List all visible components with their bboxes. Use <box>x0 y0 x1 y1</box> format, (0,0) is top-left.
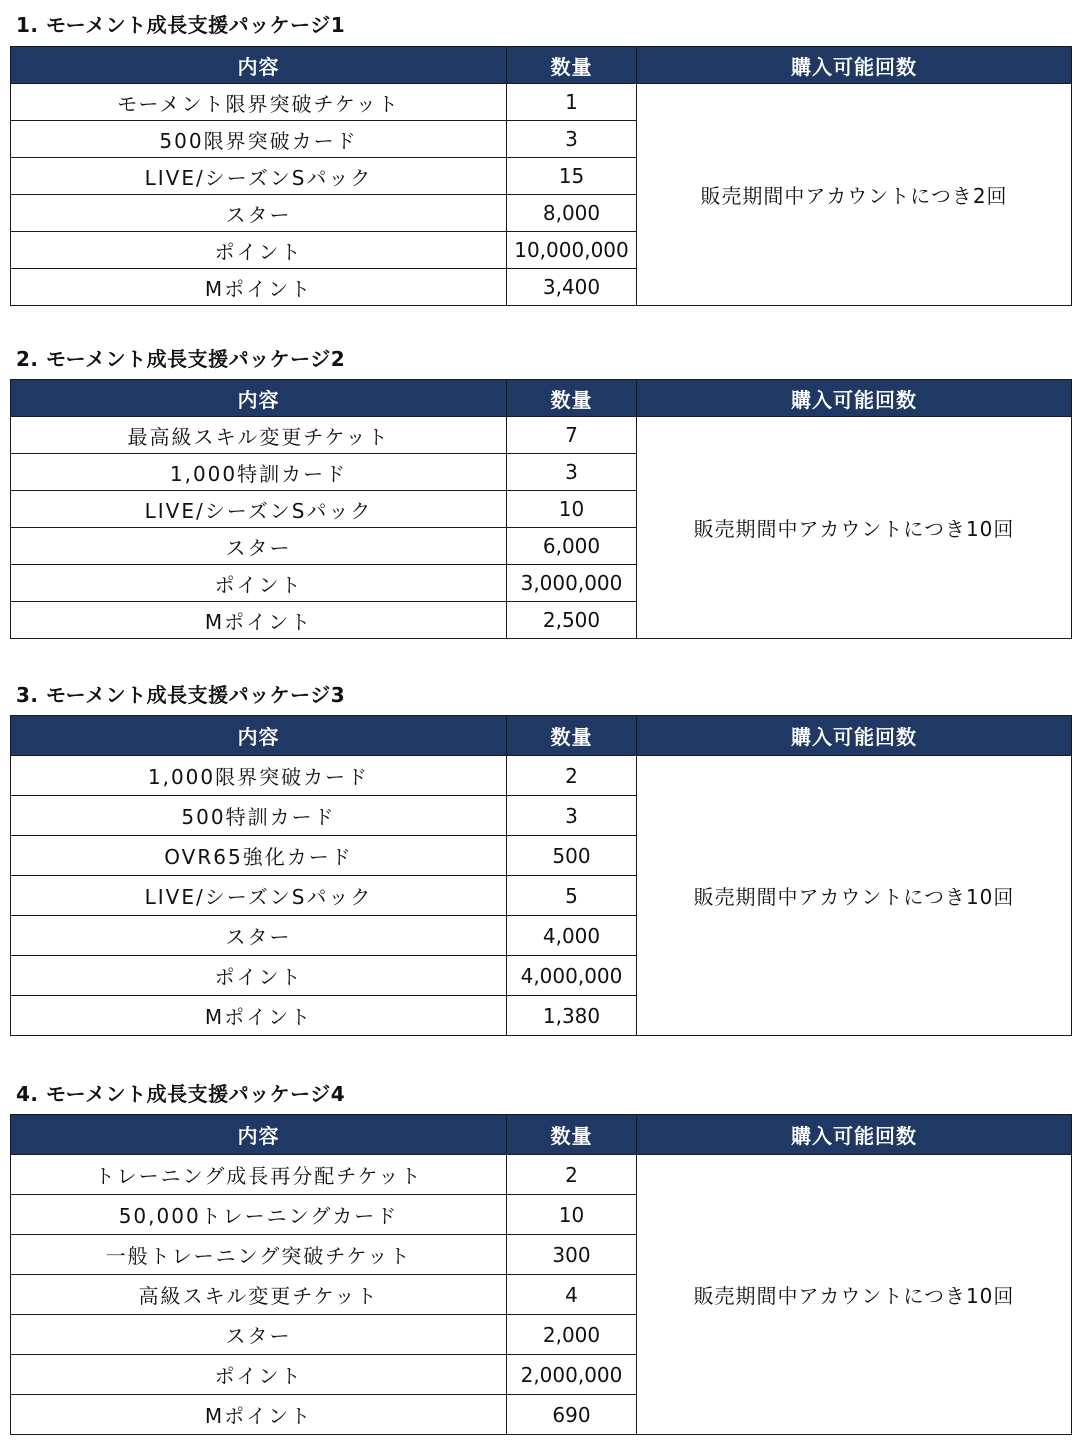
item-name: Mポイント <box>11 602 507 639</box>
item-name: Mポイント <box>11 996 507 1036</box>
package-title: 2. モーメント成長支援パッケージ2 <box>16 347 346 371</box>
item-quantity: 4,000 <box>507 916 637 956</box>
item-quantity: 3,000,000 <box>507 565 637 602</box>
item-quantity: 10,000,000 <box>507 232 637 269</box>
item-quantity: 300 <box>507 1235 637 1275</box>
item-name: ポイント <box>11 232 507 269</box>
item-name: モーメント限界突破チケット <box>11 84 507 121</box>
header-limit: 購入可能回数 <box>637 1115 1072 1155</box>
package-table <box>10 379 1072 639</box>
item-quantity: 2,000 <box>507 1315 637 1355</box>
item-quantity: 4 <box>507 1275 637 1315</box>
item-name: 1,000限界突破カード <box>11 756 507 796</box>
item-quantity: 2 <box>507 1155 637 1195</box>
purchase-limit: 販売期間中アカウントにつき10回 <box>637 417 1072 639</box>
header-row <box>11 1115 1072 1155</box>
item-quantity: 5 <box>507 876 637 916</box>
header-limit: 購入可能回数 <box>637 380 1072 417</box>
item-name: 500限界突破カード <box>11 121 507 158</box>
table-row <box>11 417 1072 454</box>
item-name: 500特訓カード <box>11 796 507 836</box>
item-quantity: 2 <box>507 756 637 796</box>
table-row <box>11 1155 1072 1195</box>
item-quantity: 690 <box>507 1395 637 1435</box>
header-row <box>11 716 1072 756</box>
item-name: スター <box>11 916 507 956</box>
item-quantity: 500 <box>507 836 637 876</box>
package-table <box>10 1114 1072 1435</box>
item-quantity: 3 <box>507 796 637 836</box>
item-name: 1,000特訓カード <box>11 454 507 491</box>
item-name: トレーニング成長再分配チケット <box>11 1155 507 1195</box>
purchase-limit: 販売期間中アカウントにつき10回 <box>637 1155 1072 1435</box>
item-quantity: 3,400 <box>507 269 637 306</box>
table-row <box>11 84 1072 121</box>
package-title: 1. モーメント成長支援パッケージ1 <box>16 13 346 37</box>
item-quantity: 3 <box>507 121 637 158</box>
item-name: 最高級スキル変更チケット <box>11 417 507 454</box>
item-name: 高級スキル変更チケット <box>11 1275 507 1315</box>
item-quantity: 1,380 <box>507 996 637 1036</box>
header-content: 内容 <box>11 1115 507 1155</box>
item-quantity: 3 <box>507 454 637 491</box>
item-name: スター <box>11 195 507 232</box>
item-quantity: 2,500 <box>507 602 637 639</box>
package-title: 3. モーメント成長支援パッケージ3 <box>16 683 346 707</box>
item-name: ポイント <box>11 956 507 996</box>
header-limit: 購入可能回数 <box>637 47 1072 84</box>
package-table <box>10 715 1072 1036</box>
item-name: スター <box>11 528 507 565</box>
item-quantity: 10 <box>507 1195 637 1235</box>
header-quantity: 数量 <box>507 1115 637 1155</box>
item-quantity: 7 <box>507 417 637 454</box>
package-table <box>10 46 1072 306</box>
header-quantity: 数量 <box>507 716 637 756</box>
header-content: 内容 <box>11 380 507 417</box>
item-name: Mポイント <box>11 269 507 306</box>
item-name: LIVE/シーズンSパック <box>11 158 507 195</box>
header-content: 内容 <box>11 716 507 756</box>
purchase-limit: 販売期間中アカウントにつき2回 <box>637 84 1072 306</box>
item-quantity: 2,000,000 <box>507 1355 637 1395</box>
header-content: 内容 <box>11 47 507 84</box>
header-quantity: 数量 <box>507 380 637 417</box>
item-name: OVR65強化カード <box>11 836 507 876</box>
item-name: 50,000トレーニングカード <box>11 1195 507 1235</box>
item-quantity: 10 <box>507 491 637 528</box>
item-name: LIVE/シーズンSパック <box>11 876 507 916</box>
item-quantity: 15 <box>507 158 637 195</box>
item-name: ポイント <box>11 565 507 602</box>
item-name: スター <box>11 1315 507 1355</box>
package-title: 4. モーメント成長支援パッケージ4 <box>16 1082 346 1106</box>
item-quantity: 6,000 <box>507 528 637 565</box>
header-limit: 購入可能回数 <box>637 716 1072 756</box>
item-quantity: 1 <box>507 84 637 121</box>
item-name: Mポイント <box>11 1395 507 1435</box>
item-name: 一般トレーニング突破チケット <box>11 1235 507 1275</box>
table-row <box>11 756 1072 796</box>
header-row <box>11 380 1072 417</box>
item-name: ポイント <box>11 1355 507 1395</box>
item-quantity: 4,000,000 <box>507 956 637 996</box>
item-name: LIVE/シーズンSパック <box>11 491 507 528</box>
purchase-limit: 販売期間中アカウントにつき10回 <box>637 756 1072 1036</box>
item-quantity: 8,000 <box>507 195 637 232</box>
header-row <box>11 47 1072 84</box>
header-quantity: 数量 <box>507 47 637 84</box>
